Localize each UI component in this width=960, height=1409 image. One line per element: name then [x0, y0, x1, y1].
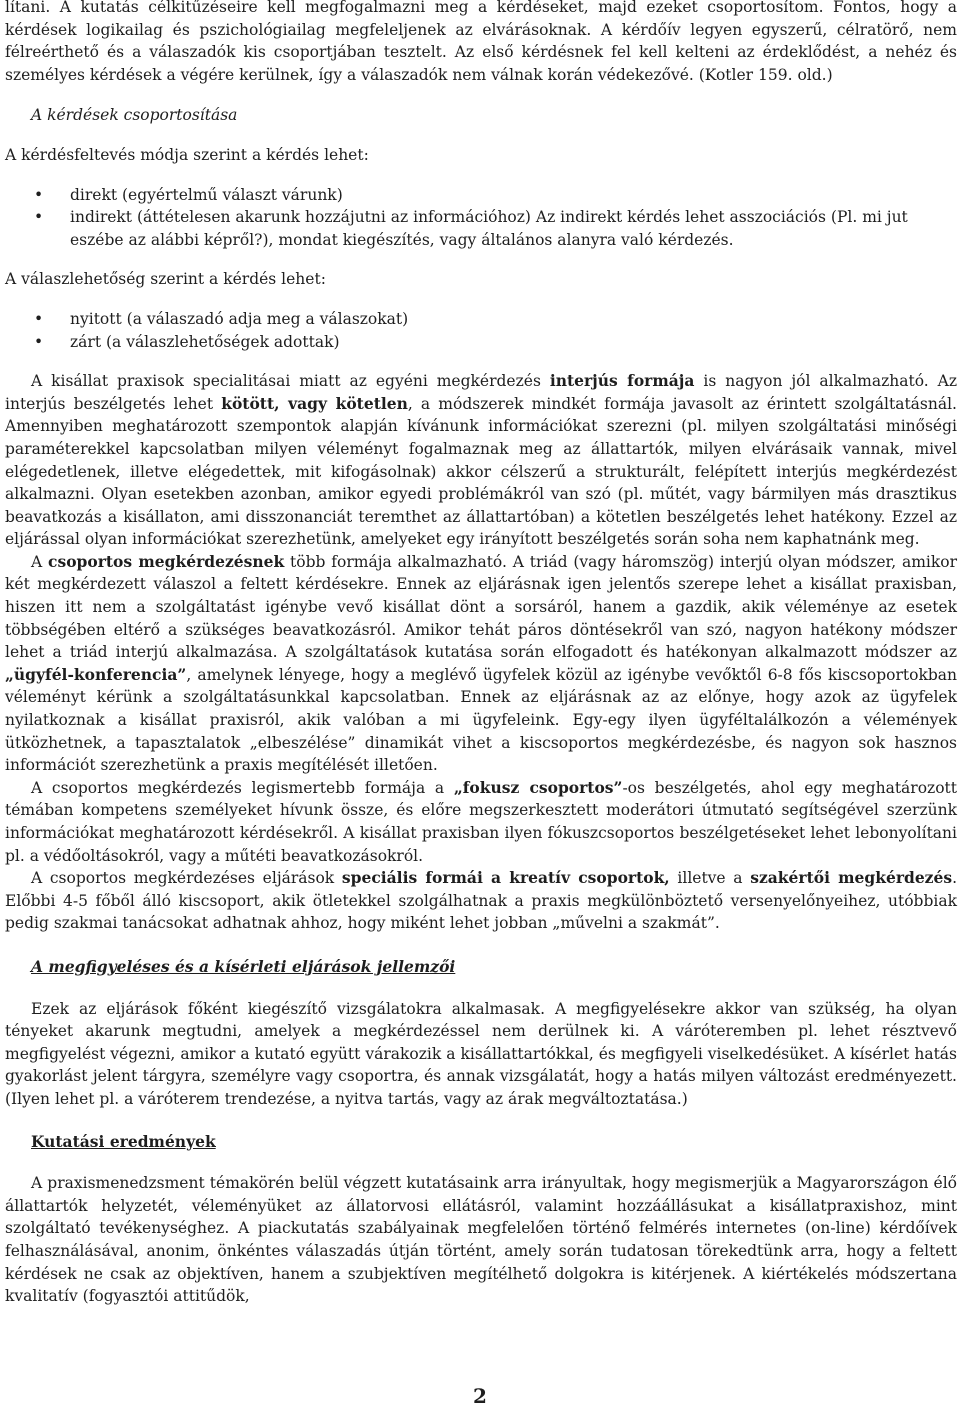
bold-term: szakértői megkérdezés: [750, 868, 953, 888]
list-item: [5, 331, 957, 354]
list-item-text: zárt (a válaszlehetőségek adottak): [70, 332, 340, 351]
bullet-icon: •: [34, 309, 44, 328]
bold-term: kötött, vagy kötetlen: [221, 393, 408, 413]
list-item: [5, 184, 957, 207]
paragraph-by-mode: A kérdésfeltevés módja szerint a kérdés lehet:: [5, 145, 369, 164]
bold-term: „fokusz csoportos”: [453, 777, 623, 797]
bullet-icon: •: [34, 185, 44, 204]
list-question-modes: [5, 184, 957, 252]
text-run: . Előbbi 4-5 főből álló kiscsoport, akik ötletekkel szolgálhatnak a praxis megkülönböztető versenyelőnyeihez, utóbbiak pedig szakmai tanácsokat adhatnak ahhoz, hogy miként lehet jobban „művelni a szakmát”.: [5, 869, 958, 933]
text-run: , a módszerek mindkét formája javasolt az érintett szolgáltatásnál. Amennyiben meghatározott szempontok alapján kívánunk információkat szerezni (pl. milyen szolgáltatási minőségi paraméterekkel kapcsolatban milyen véleményt fogalmaznak meg az állattartók, milyen elvárásaik vannak, mivel elégedetlenek, illetve elégedettek, mit kifogásolnak) akkor célszerű a strukturált, felépített interjús megkérdezést alkalmazni. Olyan esetekben azonban, amikor egyedi problémákról van szó (pl. műtét, vagy bármilyen más drasztikus beavatkozás a kisállaton, ami disszonanciát teremthet az állattartóban) a kötetlen beszélgetés lehet hatékony. Ezzel az eljárással olyan információkat szerezhetünk, amelyeket egy irányított beszélgetés során soha nem kaphatnánk meg.: [5, 394, 957, 549]
list-item-text: nyitott (a válaszadó adja meg a válaszokat): [70, 309, 409, 328]
section-heading-question-grouping: A kérdések csoportosítása: [31, 106, 238, 125]
bullet-icon: •: [34, 332, 44, 351]
paragraph-special-forms: [5, 867, 957, 935]
text-run: illetve a: [669, 869, 751, 888]
paragraph-focus-group: [5, 777, 957, 867]
paragraph-results: A praxismenedzsment témakörén belül végzett kutatásaink arra irányultak, hogy megismerjük a Magyarországon élő állattartók helyzetét, véleményüket az állatorvosi ellátásról, valamint hozzáállásukat a kisállatpraxishoz, mint szolgáltató tevékenységhez. A piackutatás szabályainak megfelelően történő felmérés internetes (on-line) kérdőívek felhasználásával, anonim, önkéntes válaszadás útján történt, amely során tudatosan törekedtünk arra, hogy a feltett kérdések ne csak az objektíven, hanem a szubjektíven megítélhető dolgokra is kitérjenek. A kiértékelés módszertana kvalitatív (fogyasztói attitűdök,: [5, 1174, 957, 1306]
text-run: több formája alkalmazható. A triád (vagy háromszög) interjú olyan módszer, amikor két megkérdezett válaszol a feltett kérdésekre. Ennek az eljárásnak igen jelentős szerepe lehet a kisállat praxisban, hiszen itt nem a szolgáltatást igénybe vevő kisállat dönt a sorsáról, hanem a gazdik, akik véleménye az esetek többségében eltérő a szükséges beavatkozásról. Amikor tehát páros döntésekről van szó, nagyon hatékony módszer lehet a triád interjú alkalmazása. A szolgáltatások kutatása során elfogadott és hatékonyan alkalmazott módszer az: [5, 552, 958, 662]
section-heading-results: Kutatási eredmények: [31, 1131, 216, 1151]
text-run: , amelynek lényege, hogy a meglévő ügyfelek közül az igénybe vevőktől 6-8 fős kiscsoportokban véleményt kérünk a szolgáltatásunkkal kapcsolatban. Ennek az eljárásnak az az előnye, hogy azok az ügyfelek nyilatkoznak a kisállat praxisról, akik valóban a mi ügyfeleink. Egy-egy ilyen ügyféltalálkozón a vélemények ütközhetnek, a tapasztalatok „elbeszélése” dinamikát vihet a kiscsoportos megkérdezésbe, és nagyon sok hasznos információt szerezhetünk a praxis megítélését illetően.: [5, 665, 957, 775]
section-heading-observation: A megfigyeléses és a kísérleti eljárások jellemzői: [31, 956, 456, 976]
bold-term: interjús formája: [549, 371, 695, 391]
list-answer-types: [5, 308, 957, 353]
text-run: A: [31, 552, 49, 571]
text-run: A csoportos megkérdezéses eljárások: [31, 869, 342, 888]
bold-term: speciális formái a kreatív csoportok,: [341, 868, 670, 888]
text-run: -os beszélgetés, ahol egy meghatározott témában kompetens személyeket hívunk össze, és előre megszerkesztett moderátori útmutató segítségével szerzünk információkat meghatározott kérdésekről. A kisállat praxisban ilyen fókuszcsoportos beszélgetéseket lehet lebonyolítani pl. a védőoltásokról, vagy a műtéti beavatkozásokról.: [5, 778, 957, 865]
paragraph-group-survey: [5, 551, 957, 777]
bold-term: „ügyfél-konferencia”: [5, 664, 187, 684]
page-number: 2: [473, 1384, 487, 1408]
list-item-text: direkt (egyértelmű választ várunk): [70, 185, 343, 204]
list-item: [5, 308, 957, 331]
paragraph-interview: [5, 370, 957, 551]
text-run: A csoportos megkérdezés legismertebb formája a: [31, 778, 454, 797]
text-run: A kisállat praxisok specialitásai miatt az egyéni megkérdezés: [31, 372, 550, 391]
list-item: [5, 206, 957, 251]
text-run: is nagyon jól alkalmazható. Az interjús beszélgetés lehet: [5, 372, 957, 413]
list-item-text: indirekt (áttételesen akarunk hozzájutni az információhoz) Az indirekt kérdés lehet asszociációs (Pl. mi jut eszébe az alábbi képről?), mondat kiegészítés, vagy általános alanyra való kérdezés.: [70, 208, 908, 249]
bullet-icon: •: [34, 208, 44, 227]
bold-term: csoportos megkérdezésnek: [48, 551, 285, 571]
intro-paragraph: lítani. A kutatás célkitűzéseire kell megfogalmazni meg a kérdéseket, majd ezeket csoportosítom. Fontos, hogy a kérdések logikailag és pszichológiailag megfeleljenek az elvárásoknak. A kérdőív legyen egyszerű, célratörő, nem félreérthető és a válaszadók kis csoportjában tesztelt. Az első kérdésnek fel kell kelteni az érdeklődést, a nehéz és személyes kérdések a végére kerülnek, így a válaszadók nem válnak korán védekezővé. (Kotler 159. old.): [5, 0, 957, 84]
paragraph-by-answer: A válaszlehetőség szerint a kérdés lehet:: [5, 270, 326, 289]
paragraph-observation: Ezek az eljárások főként kiegészítő vizsgálatokra alkalmasak. A megfigyelésekre akkor van szükség, ha olyan tényeket akarunk megtudni, amelyek a megkérdezéssel nem derülnek ki. A váróteremben pl. lehet résztvevő megfigyelést végezni, amikor a kutató együtt várakozik a kisállattartókkal, és megfigyeli viselkedésüket. A kísérlet hatás gyakorlást jelent tárgyra, személyre vagy csoportra, és annak vizsgálatát, hogy a hatás milyen változást eredményezett. (Ilyen lehet pl. a váróterem trendezése, a nyitva tartás, vagy az árak megváltoztatása.): [5, 999, 957, 1108]
